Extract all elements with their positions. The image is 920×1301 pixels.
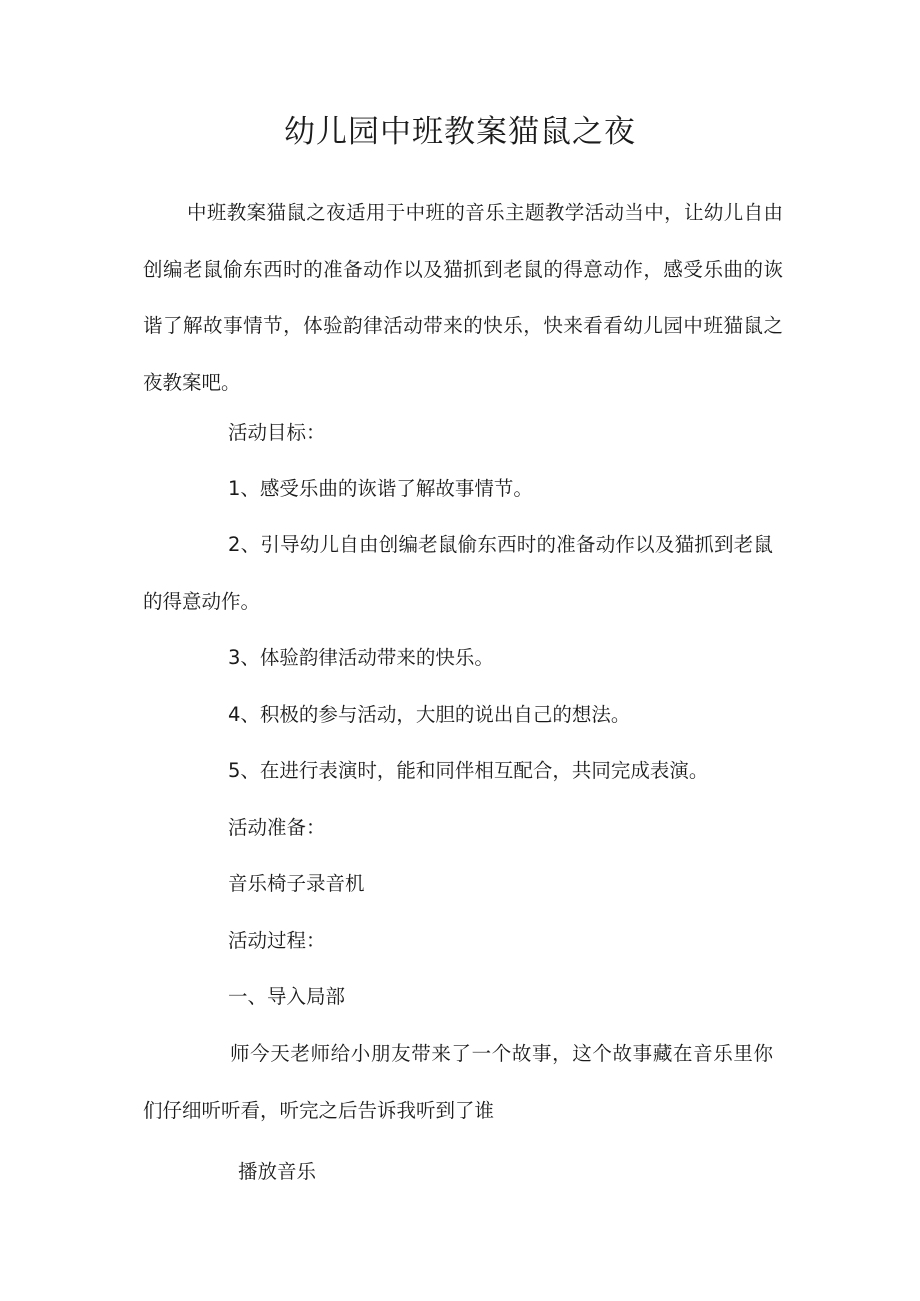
process-heading: 活动过程： <box>228 929 326 952</box>
goal-number: 2 <box>228 533 241 556</box>
goal-number: 4 <box>228 703 241 726</box>
document-title: 幼儿园中班教案猫鼠之夜 <box>284 114 636 150</box>
goal-item-5 <box>228 756 708 786</box>
goal-text: 、感受乐曲的诙谐了解故事情节。 <box>240 477 533 500</box>
goal-text: 、在进行表演时，能和同伴相互配合，共同完成表演。 <box>240 759 709 782</box>
goal-number: 1 <box>228 477 241 500</box>
goals-heading: 活动目标： <box>228 421 326 444</box>
teacher-paragraph: 师今天老师给小朋友带来了一个故事，这个故事藏在音乐里你们仔细听听看，听完之后告诉我听到了谁 <box>143 1042 773 1122</box>
play-music-note: 播放音乐 <box>238 1160 317 1183</box>
intro-paragraph: 中班教案猫鼠之夜适用于中班的音乐主题教学活动当中，让幼儿自由创编老鼠偷东西时的准备动作以及猫抓到老鼠的得意动作，感受乐曲的诙谐了解故事情节，体验韵律活动带来的快乐，快来看看幼儿园中班猫鼠之夜教案吧。 <box>143 201 783 394</box>
goal-text: 、引导幼儿自由创编老鼠偷东西时的准备动作以及猫抓到老鼠的得意动作。 <box>143 533 773 613</box>
goal-item-4 <box>228 700 630 730</box>
goal-item-2 <box>143 516 773 630</box>
goal-text: 、体验韵律活动带来的快乐。 <box>240 646 494 669</box>
goal-text: 、积极的参与活动，大胆的说出自己的想法。 <box>240 703 631 726</box>
goal-number: 3 <box>228 646 241 669</box>
prep-heading: 活动准备： <box>228 816 326 839</box>
goal-item-3 <box>228 643 494 673</box>
goal-item-1 <box>228 474 533 504</box>
prep-items: 音乐椅子录音机 <box>228 872 365 895</box>
goal-number: 5 <box>228 759 241 782</box>
section-1-heading: 一、导入局部 <box>228 985 346 1008</box>
